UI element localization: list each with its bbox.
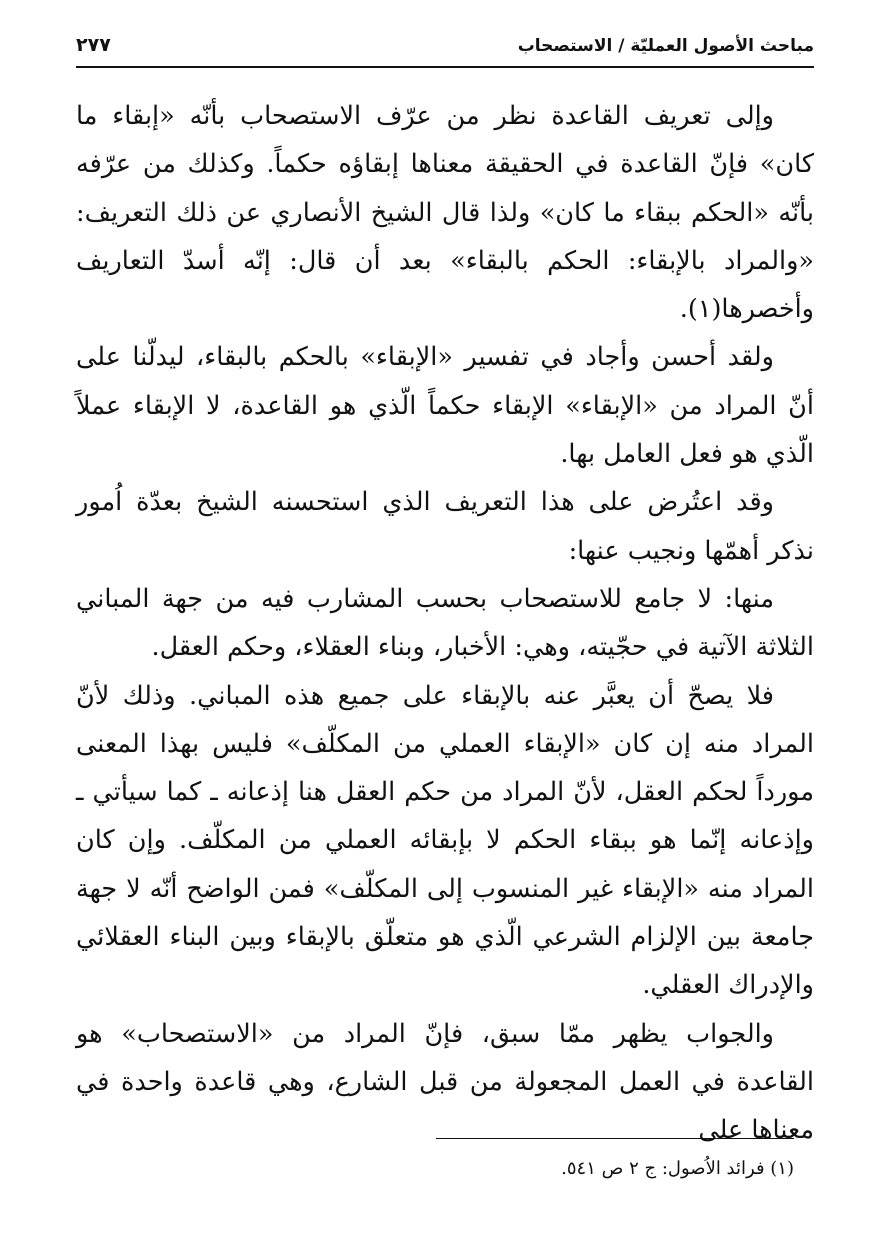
paragraph-answer: والجواب يظهر ممّا سبق، فإنّ المراد من «الاستصحاب» هو القاعدة في العمل المجعولة من قبل الشارع، وهي قاعدة واحدة في معناها على bbox=[76, 1018, 814, 1146]
paragraph-definition: وإلى تعريف القاعدة نظر من عرّف الاستصحاب بأنّه «إبقاء ما كان» فإنّ القاعدة في الحقيقة معناها إبقاؤه حكماً. وكذلك من عرّفه بأنّه «الحكم ببقاء ما كان» ولذا قال الشيخ الأنصاري عن ذلك التعريف: «والمراد بالإبقاء: الحكم بالبقاء» بعد أن قال: إنّه أسدّ التعاريف وأخصرها(١). bbox=[76, 101, 814, 325]
main-text bbox=[76, 92, 814, 1155]
footnote-divider bbox=[436, 1138, 794, 1139]
running-header bbox=[76, 30, 814, 68]
running-title: مباحث الأصول العمليّة / الاستصحاب bbox=[517, 36, 814, 56]
paragraph-objection-detail: فلا يصحّ أن يعبَّر عنه بالإبقاء على جميع هذه المباني. وذلك لأنّ المراد منه إن كان «الإبقاء العملي من المكلّف» فليس بهذا المعنى مورداً لحكم العقل، لأنّ المراد من حكم العقل هنا إذعانه ـ كما سيأتي ـ وإذعانه إنّما هو ببقاء الحكم لا بإبقائه العملي من المكلّف. وإن كان المراد منه «الإبقاء غير المنسوب إلى المكلّف» فمن الواضح أنّه لا جهة جامعة بين الإلزام الشرعي الّذي هو متعلّق بالإبقاء وبين البناء العقلائي والإدراك العقلي. bbox=[76, 680, 814, 1001]
footnote: (١) فرائد الاُصول: ج ٢ ص ٥٤١. bbox=[561, 1158, 794, 1179]
paragraph-first-objection: منها: لا جامع للاستصحاب بحسب المشارب فيه من جهة المباني الثلاثة الآتية في حجّيته، وهي: الأخبار، وبناء العقلاء، وحكم العقل. bbox=[76, 583, 814, 663]
paragraph-objections-intro: وقد اعتُرض على هذا التعريف الذي استحسنه الشيخ بعدّة اُمور نذكر أهمّها ونجيب عنها: bbox=[76, 487, 814, 566]
page-number: ٢٧٧ bbox=[76, 34, 111, 56]
paragraph-interpretation: ولقد أحسن وأجاد في تفسير «الإبقاء» بالحكم بالبقاء، ليدلّنا على أنّ المراد من «الإبقاء» الإبقاء حكماً الّذي هو القاعدة، لا الإبقاء عملاً الّذي هو فعل العامل بها. bbox=[76, 342, 814, 470]
